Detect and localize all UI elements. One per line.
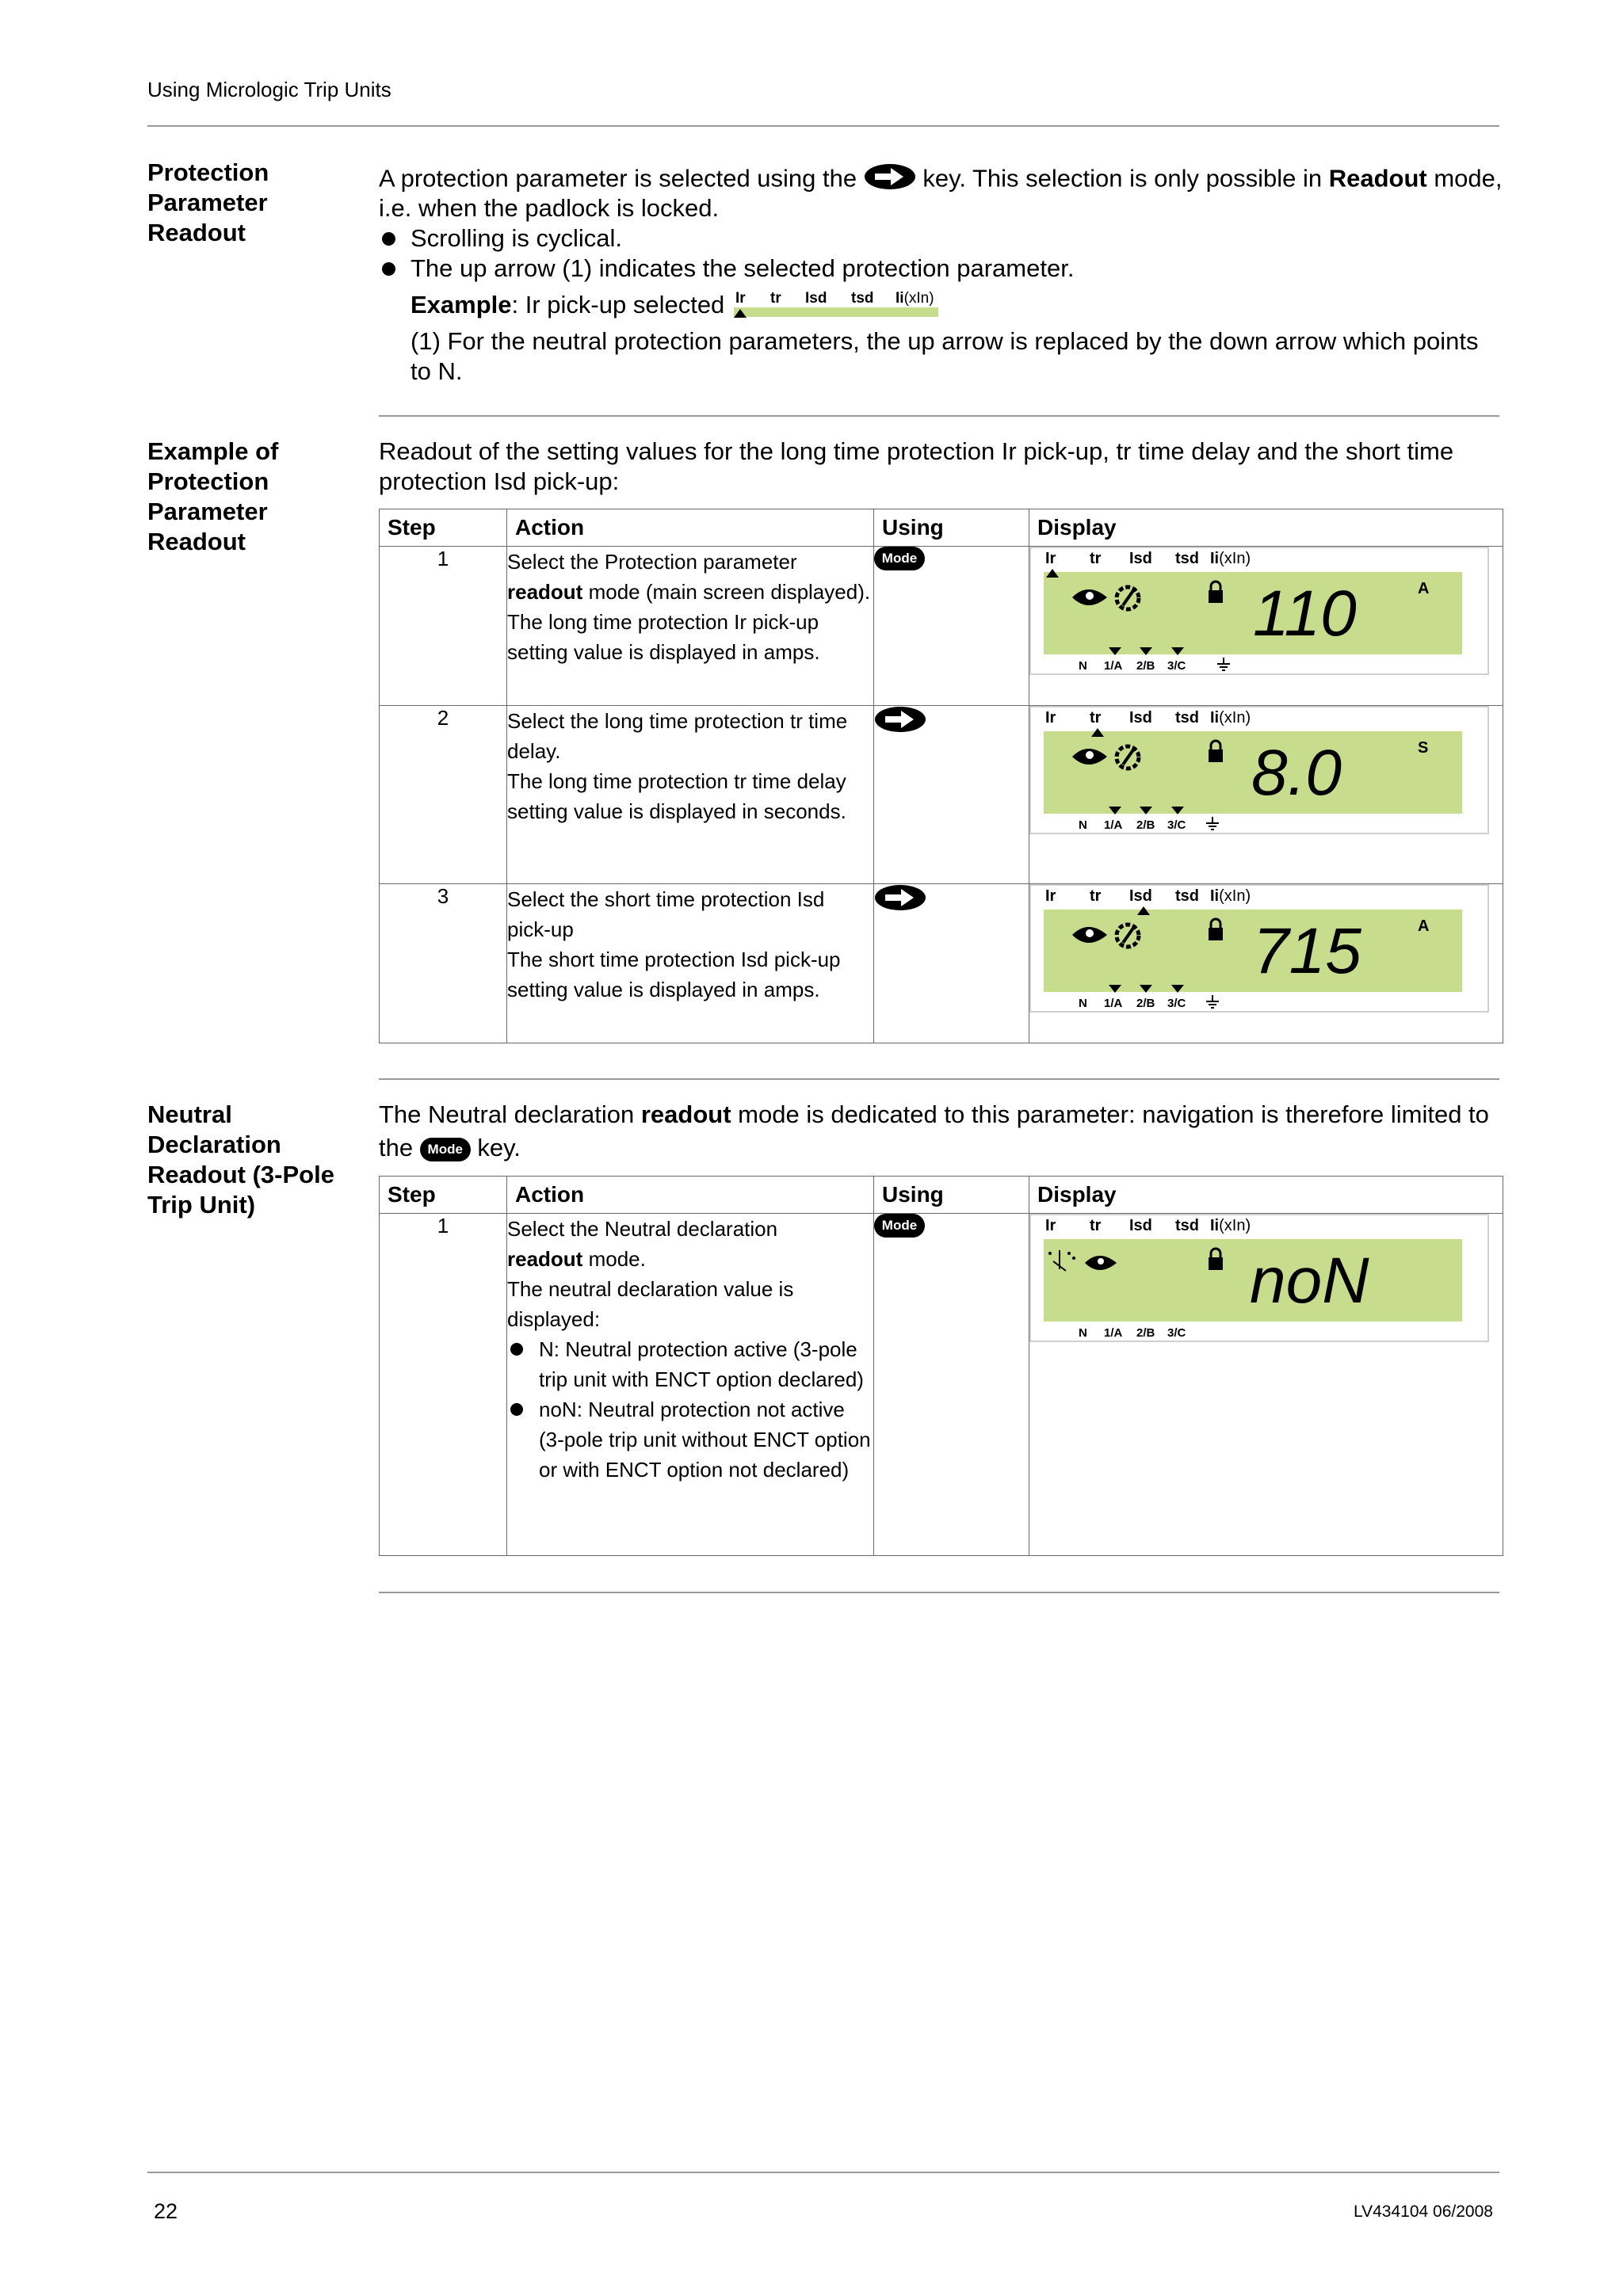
footer-rule [147,2172,1499,2173]
para-text-2: key. This selection is only possible in [922,164,1323,193]
example-tr: tr [770,290,781,307]
lcd-label-ii: Ii(xIn) [1210,709,1251,727]
lcd-unit: A [1418,917,1430,935]
example-tsd: tsd [851,290,874,307]
section1-paragraph [379,163,1504,197]
mode-key-button[interactable]: Mode [874,1214,925,1238]
table-row [380,1214,1503,1556]
lcd-label-3c: 3/C [1167,1326,1186,1340]
list-item: N: Neutral protection active (3-pole trip unit with ENCT option declared) [507,1334,873,1394]
step-number: 1 [380,547,507,706]
step-number: 2 [380,706,507,884]
eye-and-dial-icon [1071,739,1150,776]
header-rule [147,125,1499,127]
lcd-value: 8.0 [1251,737,1342,809]
lcd-label-ii: Ii(xIn) [1210,550,1251,567]
lcd-label-tr: tr [1090,709,1102,727]
bullet-text: The up arrow (1) indicates the selected protection parameter. [411,254,1075,282]
section-rule [379,1592,1499,1593]
display-cell [1029,547,1503,706]
table-header-row [380,509,1503,547]
lcd-display [1029,1214,1489,1342]
example-text: : Ir pick-up selected [511,291,725,318]
lcd-unit: A [1418,580,1430,597]
lcd-label-ir: Ir [1045,1217,1056,1234]
example-label: Example [411,291,512,318]
down-arrow-icon [1140,647,1152,655]
arrow-right-key-icon [864,163,916,197]
lcd-label-tr: tr [1090,550,1102,567]
example-ir: Ir [735,290,746,307]
lcd-label-n: N [1079,818,1087,832]
lcd-label-ii: Ii(xIn) [1210,1217,1251,1234]
section2-intro: Readout of the setting values for the long time protection Ir pick-up, tr time delay and the short time protection Isd pick-up: [379,437,1454,495]
arrow-right-key-icon[interactable] [874,884,926,911]
lcd-label-isd: Isd [1129,550,1152,567]
lcd-label-3c: 3/C [1167,818,1186,832]
bullet-dot [382,232,395,246]
col-step: Step [380,509,507,547]
using-cell [874,884,1029,1043]
lcd-label-1a: 1/A [1104,997,1123,1010]
lcd-label-tsd: tsd [1175,550,1199,567]
lcd-label-ii: Ii(xIn) [1210,887,1251,905]
lcd-label-isd: Isd [1129,709,1152,727]
down-arrow-icon [1140,985,1152,993]
neutral-readout-table [379,1176,1503,1556]
example-line [411,290,724,320]
bullet-text: Scrolling is cyclical. [411,224,623,252]
step-number: 1 [380,1214,507,1556]
lcd-label-n: N [1079,997,1087,1010]
section-rule [379,1078,1499,1080]
bullet-dot [382,262,395,276]
page-number: 22 [154,2199,178,2223]
using-cell [874,547,1029,706]
padlock-icon [1207,917,1224,941]
example-parameter-bar [731,288,940,320]
doc-reference: LV434104 06/2008 [1354,2203,1493,2221]
table-row [380,547,1503,706]
bullet-item [379,254,1074,284]
list-item: noN: Neutral protection not active (3-pole trip unit without ENCT option or with ENCT option not declared) [507,1394,873,1485]
lcd-label-tr: tr [1090,1217,1102,1234]
arrow-right-key-icon[interactable] [874,706,926,733]
ground-icon [1205,995,1220,1009]
ground-icon [1216,658,1231,672]
action-cell: Select the Protection parameter readout mode (main screen displayed). The long time protection Ir pick-up setting value is displayed in amps. [507,547,874,706]
selected-up-arrow-icon [1137,906,1150,915]
lcd-value: noN [1250,1245,1369,1317]
lcd-label-tsd: tsd [1175,887,1199,905]
bullet-dot [510,1343,523,1356]
lcd-label-2b: 2/B [1136,659,1155,673]
example-ii: Ii(xIn) [896,290,934,307]
lcd-label-tsd: tsd [1175,709,1199,727]
section3-intro-line2: the Mode key. [379,1134,521,1161]
lcd-label-n: N [1079,659,1087,673]
lcd-label-ir: Ir [1045,887,1056,905]
lcd-label-n: N [1079,1326,1087,1340]
action-cell: Select the long time protection tr time delay. The long time protection tr time delay setting value is displayed in seconds. [507,706,874,884]
lcd-label-tr: tr [1090,887,1102,905]
mode-key-button[interactable]: Mode [874,547,925,570]
table-header-row [380,1177,1503,1214]
ground-icon [1205,817,1220,831]
col-action: Action [507,1177,874,1214]
para-text: A protection parameter is selected using the [379,164,857,193]
lcd-label-ir: Ir [1045,709,1056,727]
eye-and-dial-icon [1071,917,1150,954]
down-arrow-icon [1109,647,1121,655]
down-arrow-icon [1171,807,1184,814]
lcd-display [1029,884,1489,1013]
table-row [380,884,1503,1043]
down-arrow-icon [1140,807,1152,814]
display-cell [1029,706,1503,884]
running-header: Using Micrologic Trip Units [147,78,391,101]
down-arrow-icon [1109,985,1121,993]
lcd-label-3c: 3/C [1167,997,1186,1010]
lcd-label-1a: 1/A [1104,818,1123,832]
table-row [380,706,1503,884]
lcd-label-3c: 3/C [1167,659,1186,673]
display-cell [1029,1214,1503,1556]
step-number: 3 [380,884,507,1043]
bullet-item [379,223,622,254]
padlock-icon [1207,580,1224,604]
para-bold: Readout [1328,164,1427,193]
using-cell [874,1214,1029,1556]
down-arrow-icon [1171,985,1184,993]
section-title-neutral: Neutral Declaration Readout (3-Pole Trip Unit) [147,1100,334,1219]
lcd-label-1a: 1/A [1104,1326,1123,1340]
lcd-label-isd: Isd [1129,1217,1152,1234]
lcd-label-isd: Isd [1129,887,1152,905]
lcd-unit: S [1418,739,1429,757]
protection-readout-table [379,509,1503,1043]
lcd-label-2b: 2/B [1136,997,1155,1010]
eye-and-dial-icon [1071,580,1150,616]
down-arrow-icon [1109,807,1121,814]
padlock-icon [1207,739,1224,763]
col-action: Action [507,509,874,547]
section1-line2: i.e. when the padlock is locked. [379,194,720,222]
col-using: Using [874,509,1029,547]
lcd-display [1029,706,1489,834]
lcd-label-tsd: tsd [1175,1217,1199,1234]
col-using: Using [874,1177,1029,1214]
bullet-dot [510,1403,523,1416]
action-cell: Select the short time protection Isd pick-up The short time protection Isd pick-up setting value is displayed in amps. [507,884,874,1043]
selected-up-arrow-icon [1091,728,1104,737]
lcd-value: 715 [1253,915,1361,987]
neutral-and-eye-icon [1045,1247,1125,1283]
col-display: Display [1029,509,1503,547]
section-title-example: Example of Protection Parameter Readout [147,437,279,555]
lcd-value: 110 [1253,578,1357,650]
using-cell [874,706,1029,884]
padlock-icon [1207,1247,1224,1271]
col-step: Step [380,1177,507,1214]
lcd-label-2b: 2/B [1136,818,1155,832]
section3-intro: The Neutral declaration readout mode is dedicated to this parameter: navigation is therefore limited to [379,1100,1489,1128]
example-isd: Isd [805,290,827,307]
section-rule [379,415,1499,417]
mode-key-icon: Mode [420,1138,471,1161]
lcd-label-ir: Ir [1045,550,1056,567]
up-arrow-icon [734,309,747,318]
lcd-label-1a: 1/A [1104,659,1123,673]
section-title-protection-readout: Protection Parameter Readout [147,158,269,246]
down-arrow-icon [1171,647,1184,655]
para-text-3: mode, [1434,164,1503,193]
col-display: Display [1029,1177,1503,1214]
action-cell: Select the Neutral declaration readout mode. The neutral declaration value is displayed: N: Neutral protection active (3-pole trip unit with ENCT option declared) noN: Neutral protection not active (3-pole trip unit without ENCT option or with ENCT option not declared) [507,1214,874,1556]
neutral-note: (1) For the neutral protection parameters, the up arrow is replaced by the down arrow which points to N. [411,327,1479,385]
selected-up-arrow-icon [1046,569,1059,578]
example-bar-green [734,307,938,317]
display-cell [1029,884,1503,1043]
lcd-label-2b: 2/B [1136,1326,1155,1340]
lcd-display [1029,547,1489,675]
